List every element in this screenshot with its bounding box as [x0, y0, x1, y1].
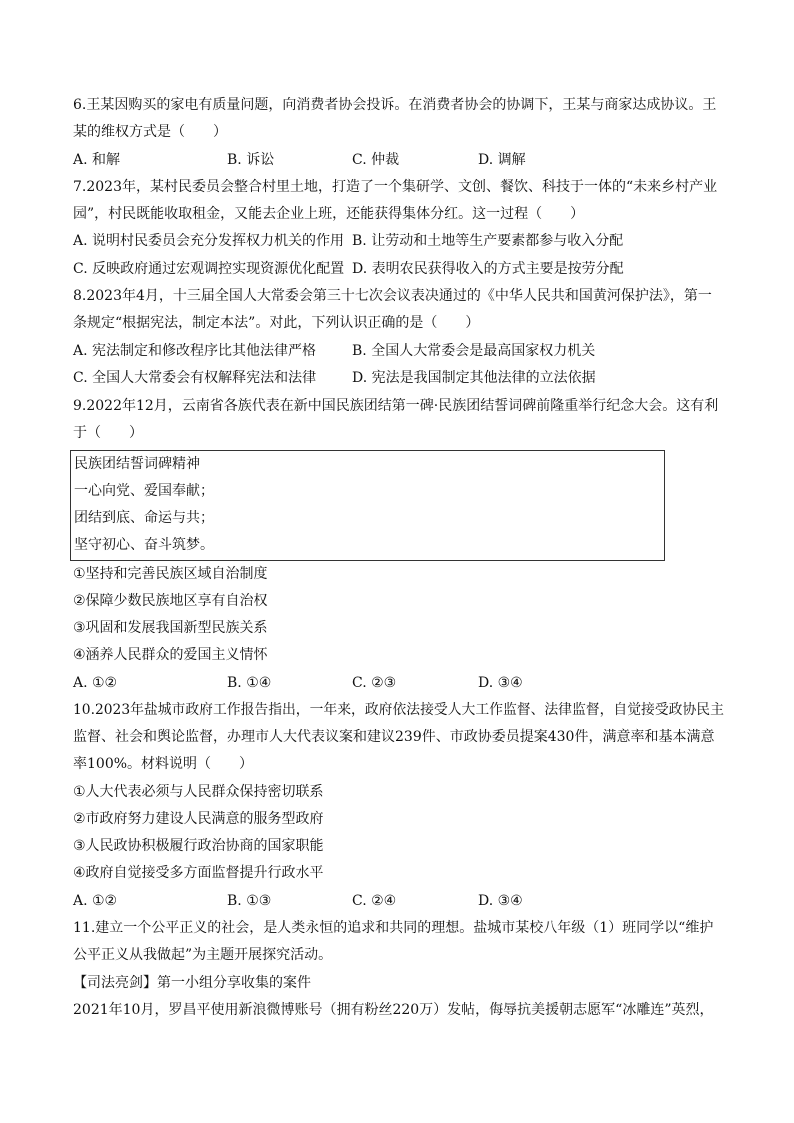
q7-option-d: D. 表明农民获得收入的方式主要是按劳分配: [352, 261, 624, 277]
q10-stem-line-3: 率100%。材料说明（ ）: [73, 756, 254, 772]
q8-option-c: C. 全国人大常委会有权解释宪法和法律: [73, 370, 317, 386]
q10-option-a: A. ①②: [73, 893, 118, 909]
q9-stem-line-1: 9.2022年12月，云南省各族代表在新中国民族团结第一碑·民族团结誓词碑前隆重举行纪念大会。这有利: [73, 398, 719, 414]
q10-option-b: B. ①③: [227, 893, 272, 909]
q9-box-line-3: 团结到底、命运与共；: [74, 510, 214, 526]
q8-option-d: D. 宪法是我国制定其他法律的立法依据: [352, 370, 596, 386]
q11-stem-line-2: 公平正义从我做起”为主题开展探究活动。: [73, 947, 333, 963]
q8-stem-line-2: 条规定“根据宪法，制定本法”。对此，下列认识正确的是（ ）: [73, 315, 480, 331]
q11-section-title: 【司法亮剑】第一小组分享收集的案件: [73, 975, 311, 991]
q8-option-a: A. 宪法制定和修改程序比其他法律严格: [73, 343, 317, 359]
q6-option-a: A. 和解: [73, 152, 121, 168]
q9-option-b: B. ①④: [227, 675, 272, 691]
q7-stem-line-2: 园”，村民既能收取租金，又能去企业上班，还能获得集体分红。这一过程（ ）: [73, 206, 585, 222]
q6-option-d: D. 调解: [478, 152, 526, 168]
q10-statement-3: ③人民政协积极履行政治协商的国家职能: [73, 838, 324, 854]
q6-option-c: C. 仲裁: [352, 152, 400, 168]
q6-option-b: B. 诉讼: [227, 152, 275, 168]
q10-statement-2: ②市政府努力建设人民满意的服务型政府: [73, 811, 324, 827]
q9-statement-2: ②保障少数民族地区享有自治权: [73, 593, 268, 609]
q8-option-b: B. 全国人大常委会是最高国家权力机关: [352, 343, 596, 359]
q9-statement-4: ④涵养人民群众的爱国主义情怀: [73, 647, 268, 663]
q10-stem-line-1: 10.2023年盐城市政府工作报告指出，一年来，政府依法接受人大工作监督、法律监督，自觉接受政协民主: [73, 702, 724, 718]
q6-stem-line-1: 6.王某因购买的家电有质量问题，向消费者协会投诉。在消费者协会的协调下，王某与商家达成协议。王: [73, 97, 717, 113]
q7-option-b: B. 让劳动和土地等生产要素都参与收入分配: [352, 233, 624, 249]
q9-statement-3: ③巩固和发展我国新型民族关系: [73, 620, 268, 636]
q10-option-c: C. ②④: [352, 893, 397, 909]
q9-box-line-2: 一心向党、爱国奉献；: [74, 483, 214, 499]
q7-option-c: C. 反映政府通过宏观调控实现资源优化配置: [73, 261, 345, 277]
q9-stem-line-2: 于（ ）: [73, 425, 143, 441]
q9-quote-box: [70, 450, 665, 561]
q9-statement-1: ①坚持和完善民族区域自治制度: [73, 566, 268, 582]
q9-box-line-4: 坚守初心、奋斗筑梦。: [74, 537, 214, 553]
q10-statement-1: ①人大代表必须与人民群众保持密切联系: [73, 784, 324, 800]
q7-stem-line-1: 7.2023年，某村民委员会整合村里土地，打造了一个集研学、文创、餐饮、科技于一体的“未来乡村产业: [73, 179, 718, 195]
q6-stem-line-2: 某的维权方式是（ ）: [73, 124, 227, 140]
q9-option-a: A. ①②: [73, 675, 118, 691]
q8-stem-line-1: 8.2023年4月，十三届全国人大常委会第三十七次会议表决通过的《中华人民共和国黄河保护法》，第一: [73, 288, 712, 304]
q10-option-d: D. ③④: [478, 893, 523, 909]
q10-stem-line-2: 监督、社会和舆论监督，办理市人大代表议案和建议239件、市政协委员提案430件，满意率和基本满意: [73, 729, 715, 745]
q11-stem-line-1: 11.建立一个公平正义的社会，是人类永恒的追求和共同的理想。盐城市某校八年级（1）班同学以“维护: [73, 920, 714, 936]
q9-box-line-1: 民族团结誓词碑精神: [74, 456, 200, 472]
q7-option-a: A. 说明村民委员会充分发挥权力机关的作用: [73, 233, 345, 249]
q9-option-d: D. ③④: [478, 675, 523, 691]
q11-case-line-1: 2021年10月，罗昌平使用新浪微博账号（拥有粉丝220万）发帖，侮辱抗美援朝志愿军“冰雕连”英烈，: [73, 1002, 714, 1018]
q10-statement-4: ④政府自觉接受多方面监督提升行政水平: [73, 865, 324, 881]
q9-option-c: C. ②③: [352, 675, 397, 691]
